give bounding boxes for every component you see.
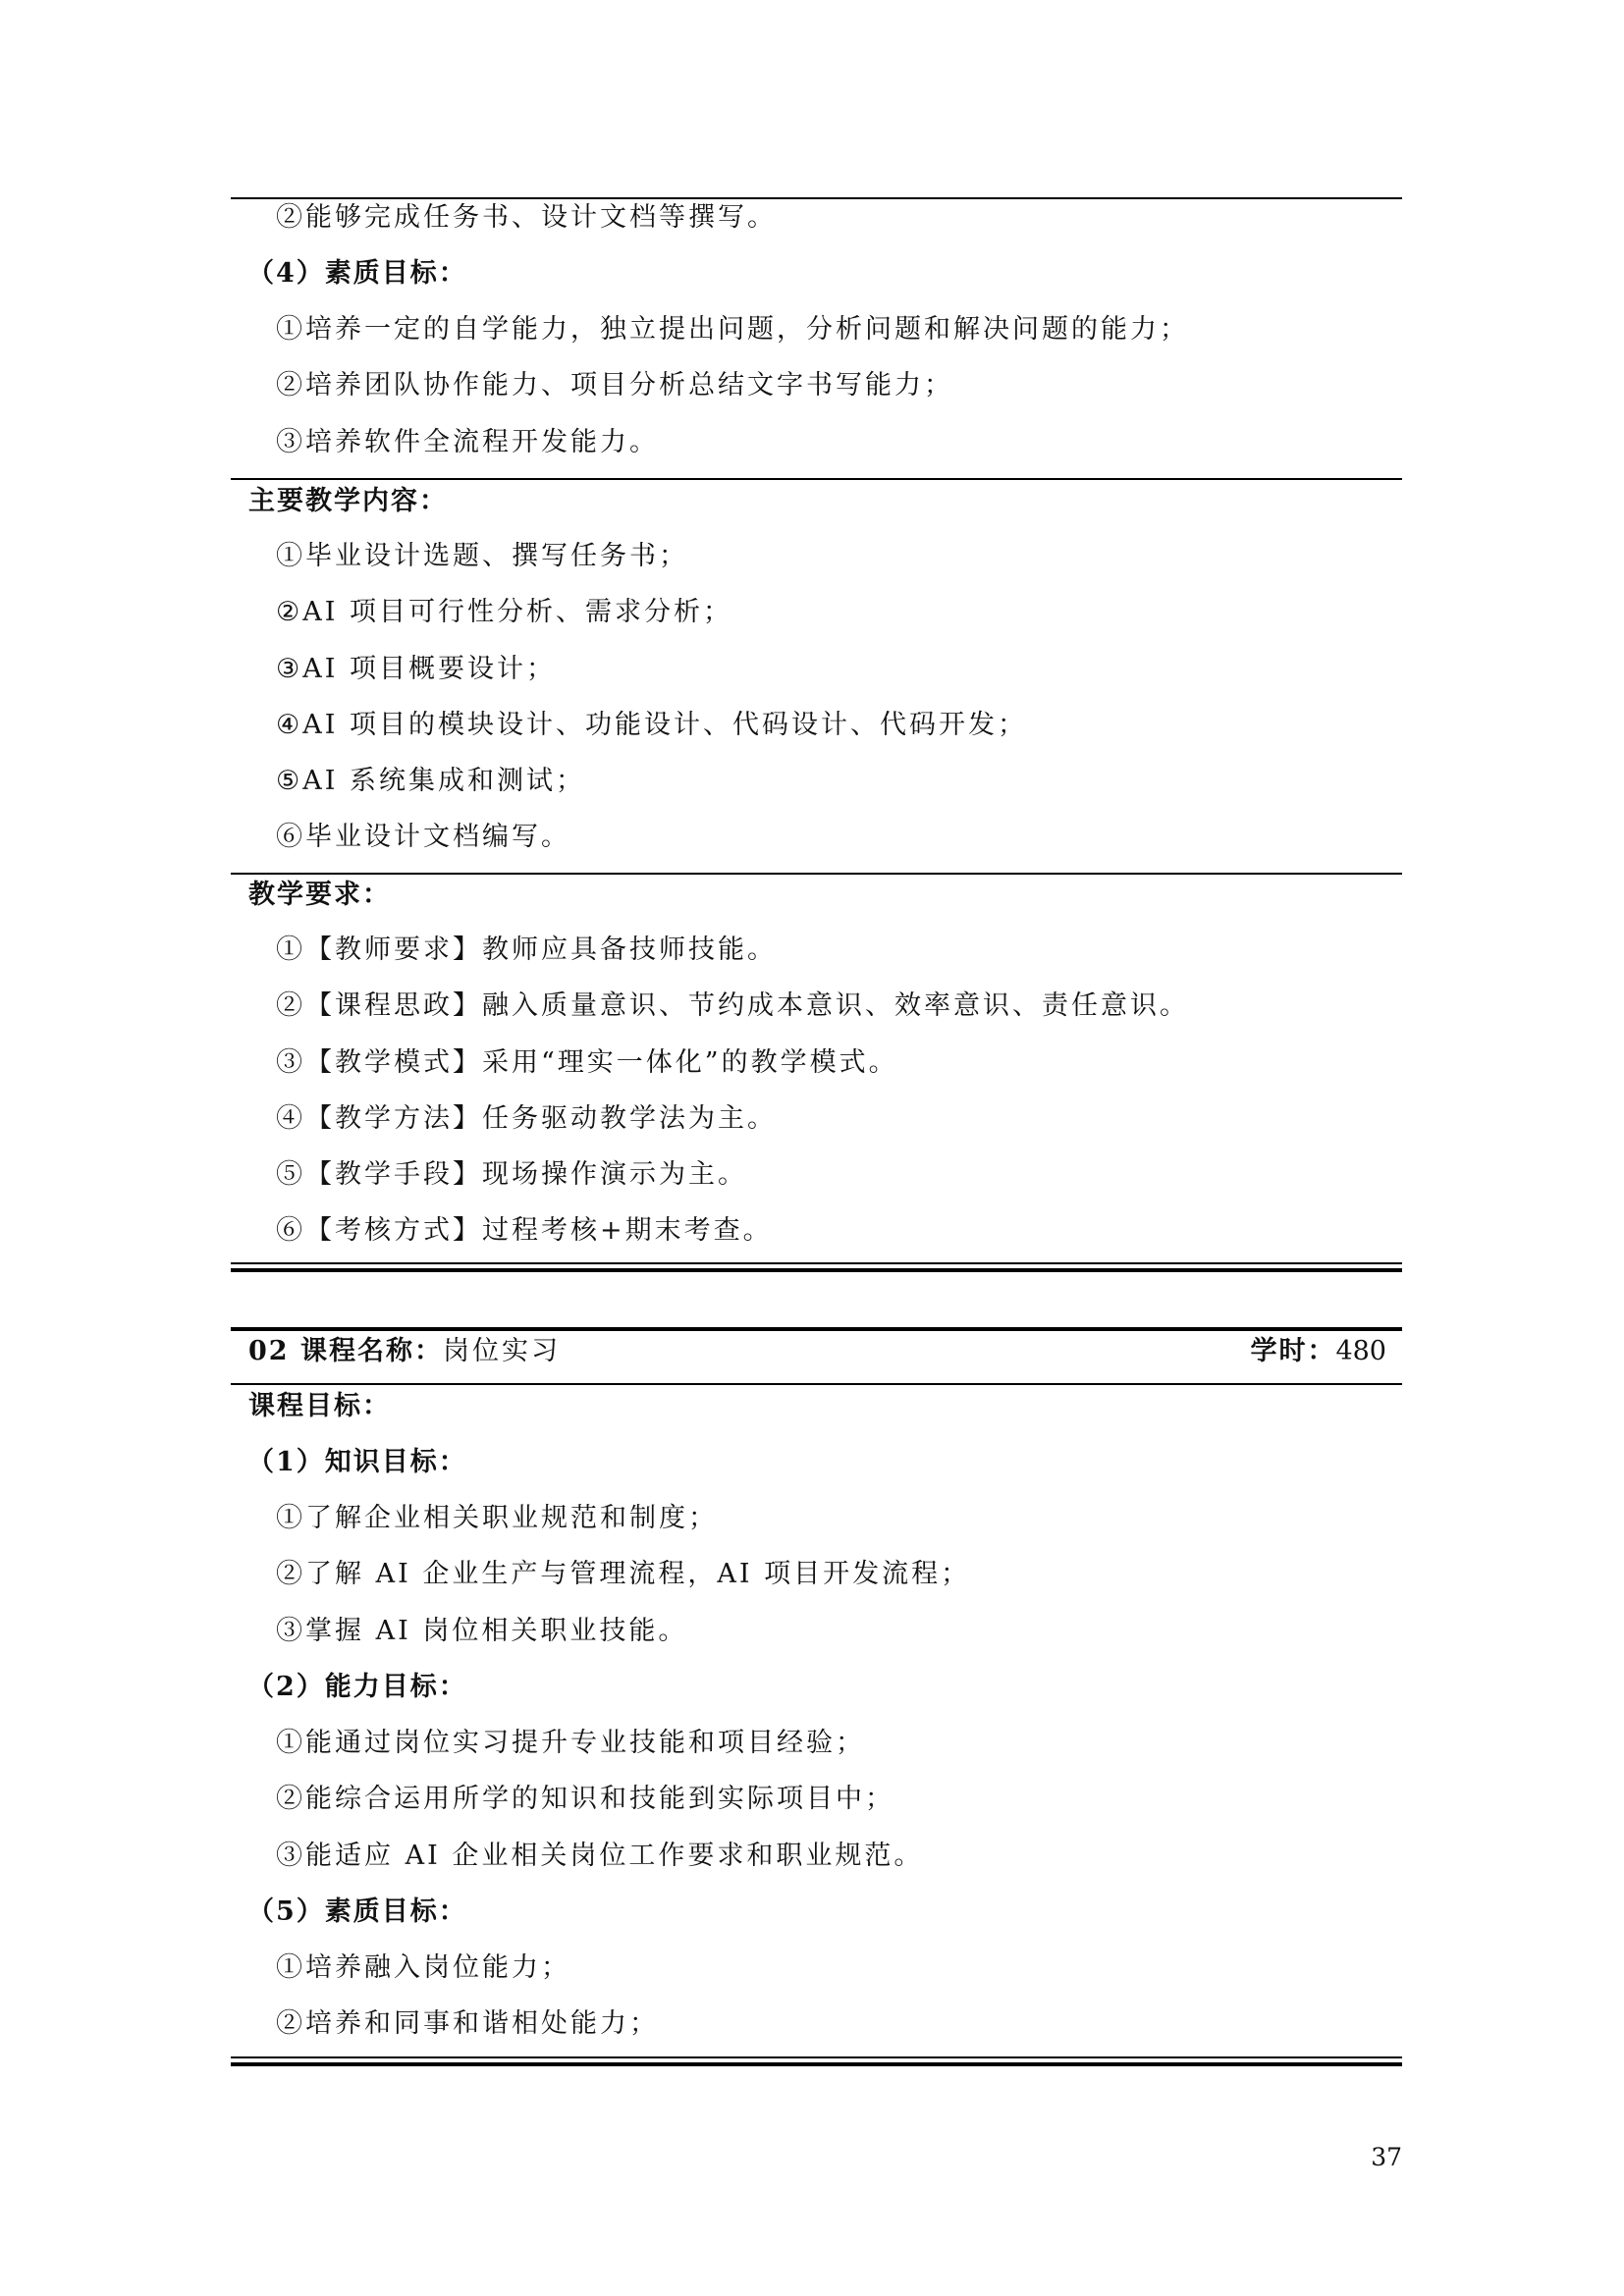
- main-content-heading: 主要教学内容：: [248, 486, 448, 516]
- quality-item-1: ①培养一定的自学能力，独立提出问题，分析问题和解决问题的能力；: [276, 314, 1189, 345]
- ability-item-2: ②能综合运用所学的知识和技能到实际项目中；: [276, 1784, 894, 1814]
- course-table-bottom-rule-thick: [231, 2062, 1402, 2066]
- course-hours-value: 480: [1335, 1336, 1386, 1366]
- knowledge-item-1: ①了解企业相关职业规范和制度；: [276, 1503, 718, 1533]
- requirement-item-4: ④【教学方法】任务驱动教学法为主。: [276, 1103, 777, 1134]
- quality-goals-heading: （4）素质目标：: [247, 258, 467, 289]
- table-bottom-rule: [231, 1262, 1402, 1264]
- content-item-1: ①毕业设计选题、撰写任务书；: [276, 541, 688, 571]
- ability-goals-heading: （2）能力目标：: [247, 1672, 467, 1702]
- content-item-3: ③AI 项目概要设计；: [276, 654, 556, 684]
- teaching-requirements-heading: 教学要求：: [248, 880, 391, 910]
- course-table-bottom-rule: [231, 2056, 1402, 2058]
- course-hours: [1250, 1335, 1386, 1368]
- page-number: 37: [1371, 2143, 1402, 2171]
- ability-item-3: ③能适应 AI 企业相关岗位工作要求和职业规范。: [276, 1841, 924, 1871]
- requirement-item-1: ①【教师要求】教师应具备技师技能。: [276, 934, 777, 965]
- table-bottom-rule-thick: [231, 1268, 1402, 1272]
- course-name-value: 岗位实习: [442, 1336, 561, 1366]
- section-divider: [231, 1383, 1402, 1385]
- knowledge-item-2: ②了解 AI 企业生产与管理流程，AI 项目开发流程；: [276, 1559, 971, 1589]
- quality-item-2: ②培养和同事和谐相处能力；: [276, 2008, 659, 2039]
- section-divider: [231, 478, 1402, 480]
- content-item-4: ④AI 项目的模块设计、功能设计、代码设计、代码开发；: [276, 710, 1027, 740]
- course-name-label: 02 课程名称：: [248, 1336, 443, 1366]
- ability-item-1: ①能通过岗位实习提升专业技能和项目经验；: [276, 1728, 865, 1758]
- table-top-rule: [231, 197, 1402, 199]
- course-name-row: [248, 1335, 561, 1368]
- content-item-2: ②AI 项目可行性分析、需求分析；: [276, 597, 732, 627]
- knowledge-goals-heading: （1）知识目标：: [247, 1447, 467, 1477]
- quality-goals-heading: （5）素质目标：: [247, 1896, 467, 1927]
- content-item-6: ⑥毕业设计文档编写。: [276, 822, 570, 852]
- course-table-top-rule: [231, 1327, 1402, 1331]
- requirement-item-2: ②【课程思政】融入质量意识、节约成本意识、效率意识、责任意识。: [276, 990, 1189, 1021]
- knowledge-item-3: ③掌握 AI 岗位相关职业技能。: [276, 1616, 688, 1646]
- quality-item-3: ③培养软件全流程开发能力。: [276, 427, 659, 457]
- requirement-item-3: ③【教学模式】采用“理实一体化”的教学模式。: [276, 1047, 898, 1078]
- requirement-item-5: ⑤【教学手段】现场操作演示为主。: [276, 1159, 747, 1190]
- course-hours-label: 学时：: [1250, 1336, 1336, 1366]
- quality-item-2: ②培养团队协作能力、项目分析总结文字书写能力；: [276, 370, 953, 400]
- content-item-5: ⑤AI 系统集成和测试；: [276, 766, 585, 796]
- section-divider: [231, 873, 1402, 875]
- ability-item-2: ②能够完成任务书、设计文档等撰写。: [276, 202, 777, 233]
- course-goals-heading: 课程目标：: [248, 1391, 391, 1421]
- quality-item-1: ①培养融入岗位能力；: [276, 1952, 570, 1983]
- requirement-item-6: ⑥【考核方式】过程考核+期末考查。: [276, 1215, 773, 1246]
